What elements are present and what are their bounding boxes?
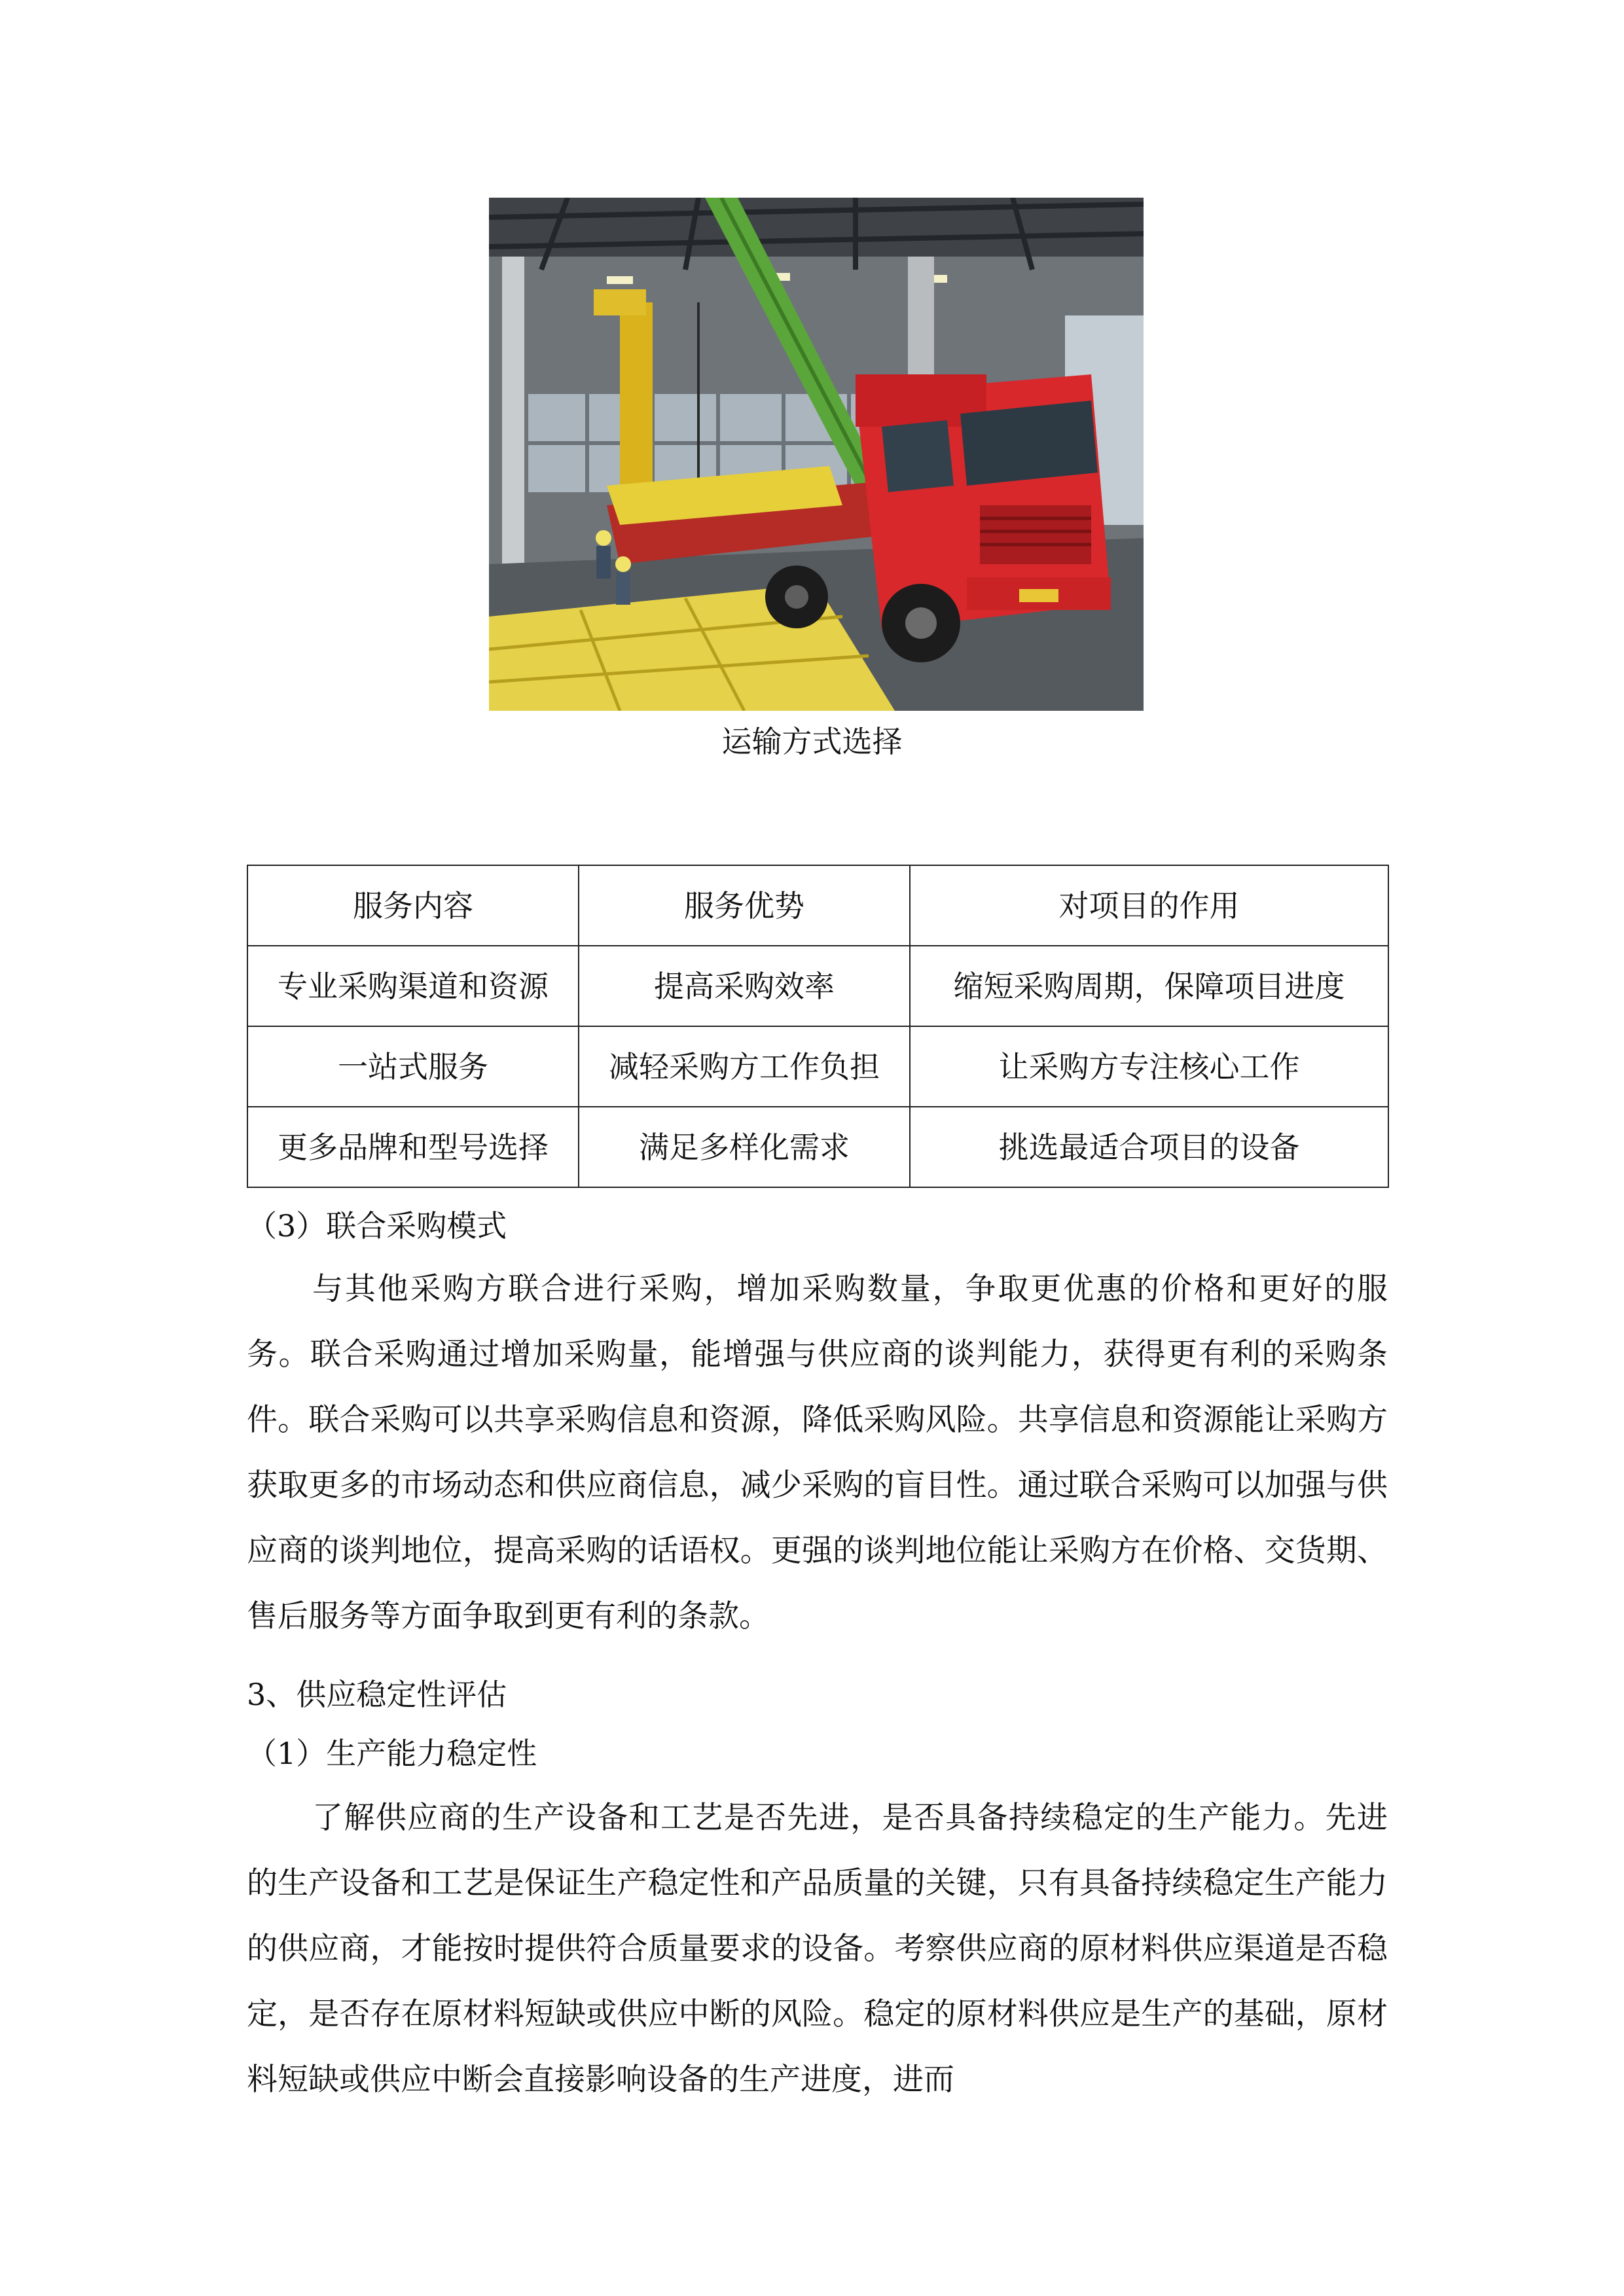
- table-cell: 一站式服务: [247, 1026, 579, 1107]
- table-cell: 缩短采购周期，保障项目进度: [910, 946, 1388, 1026]
- paragraph-production-capacity: 了解供应商的生产设备和工艺是否先进，是否具备持续稳定的生产能力。先进的生产设备和工艺是保证生产稳定性和产品质量的关键，只有具备持续稳定生产能力的供应商，才能按时提供符合质量要求的设备。考察供应商的原材料供应渠道是否稳定，是否存在原材料短缺或供应中断的风险。稳定的原材料供应是生产的基础，原材料短缺或供应中断会直接影响设备的生产进度，进而: [247, 1800, 1388, 2098]
- section-heading-supply-stability: 3、供应稳定性评估: [247, 1677, 507, 1712]
- table-cell: 提高采购效率: [579, 946, 910, 1026]
- paragraph-joint-purchase: 与其他采购方联合进行采购，增加采购数量，争取更优惠的价格和更好的服务。联合采购通过增加采购量，能增强与供应商的谈判能力，获得更有利的采购条件。联合采购可以共享采购信息和资源，降低采购风险。共享信息和资源能让采购方获取更多的市场动态和供应商信息，减少采购的盲目性。通过联合采购可以加强与供应商的谈判地位，提高采购的话语权。更强的谈判地位能让采购方在价格、交货期、售后服务等方面争取到更有利的条款。: [247, 1271, 1388, 1634]
- service-table: [247, 865, 1389, 1188]
- table-header-cell: 服务内容: [247, 865, 579, 946]
- figure-caption: 运输方式选择: [721, 724, 903, 759]
- transport-photo: [489, 198, 1144, 711]
- section-heading-joint-purchase: （3）联合采购模式: [247, 1208, 507, 1244]
- table-header-row: [247, 865, 1388, 946]
- table-cell: 减轻采购方工作负担: [579, 1026, 910, 1107]
- table-header-cell: 对项目的作用: [910, 865, 1388, 946]
- table-cell: 专业采购渠道和资源: [247, 946, 579, 1026]
- table-cell: 挑选最适合项目的设备: [910, 1107, 1388, 1187]
- table-header-cell: 服务优势: [579, 865, 910, 946]
- table-cell: 更多品牌和型号选择: [247, 1107, 579, 1187]
- table-cell: 让采购方专注核心工作: [910, 1026, 1388, 1107]
- truck-loading-illustration: [489, 198, 1144, 711]
- table-row: [247, 946, 1388, 1026]
- table-row: [247, 1107, 1388, 1187]
- subheading-production-capacity: （1）生产能力稳定性: [247, 1736, 537, 1771]
- table-cell: 满足多样化需求: [579, 1107, 910, 1187]
- table-row: [247, 1026, 1388, 1107]
